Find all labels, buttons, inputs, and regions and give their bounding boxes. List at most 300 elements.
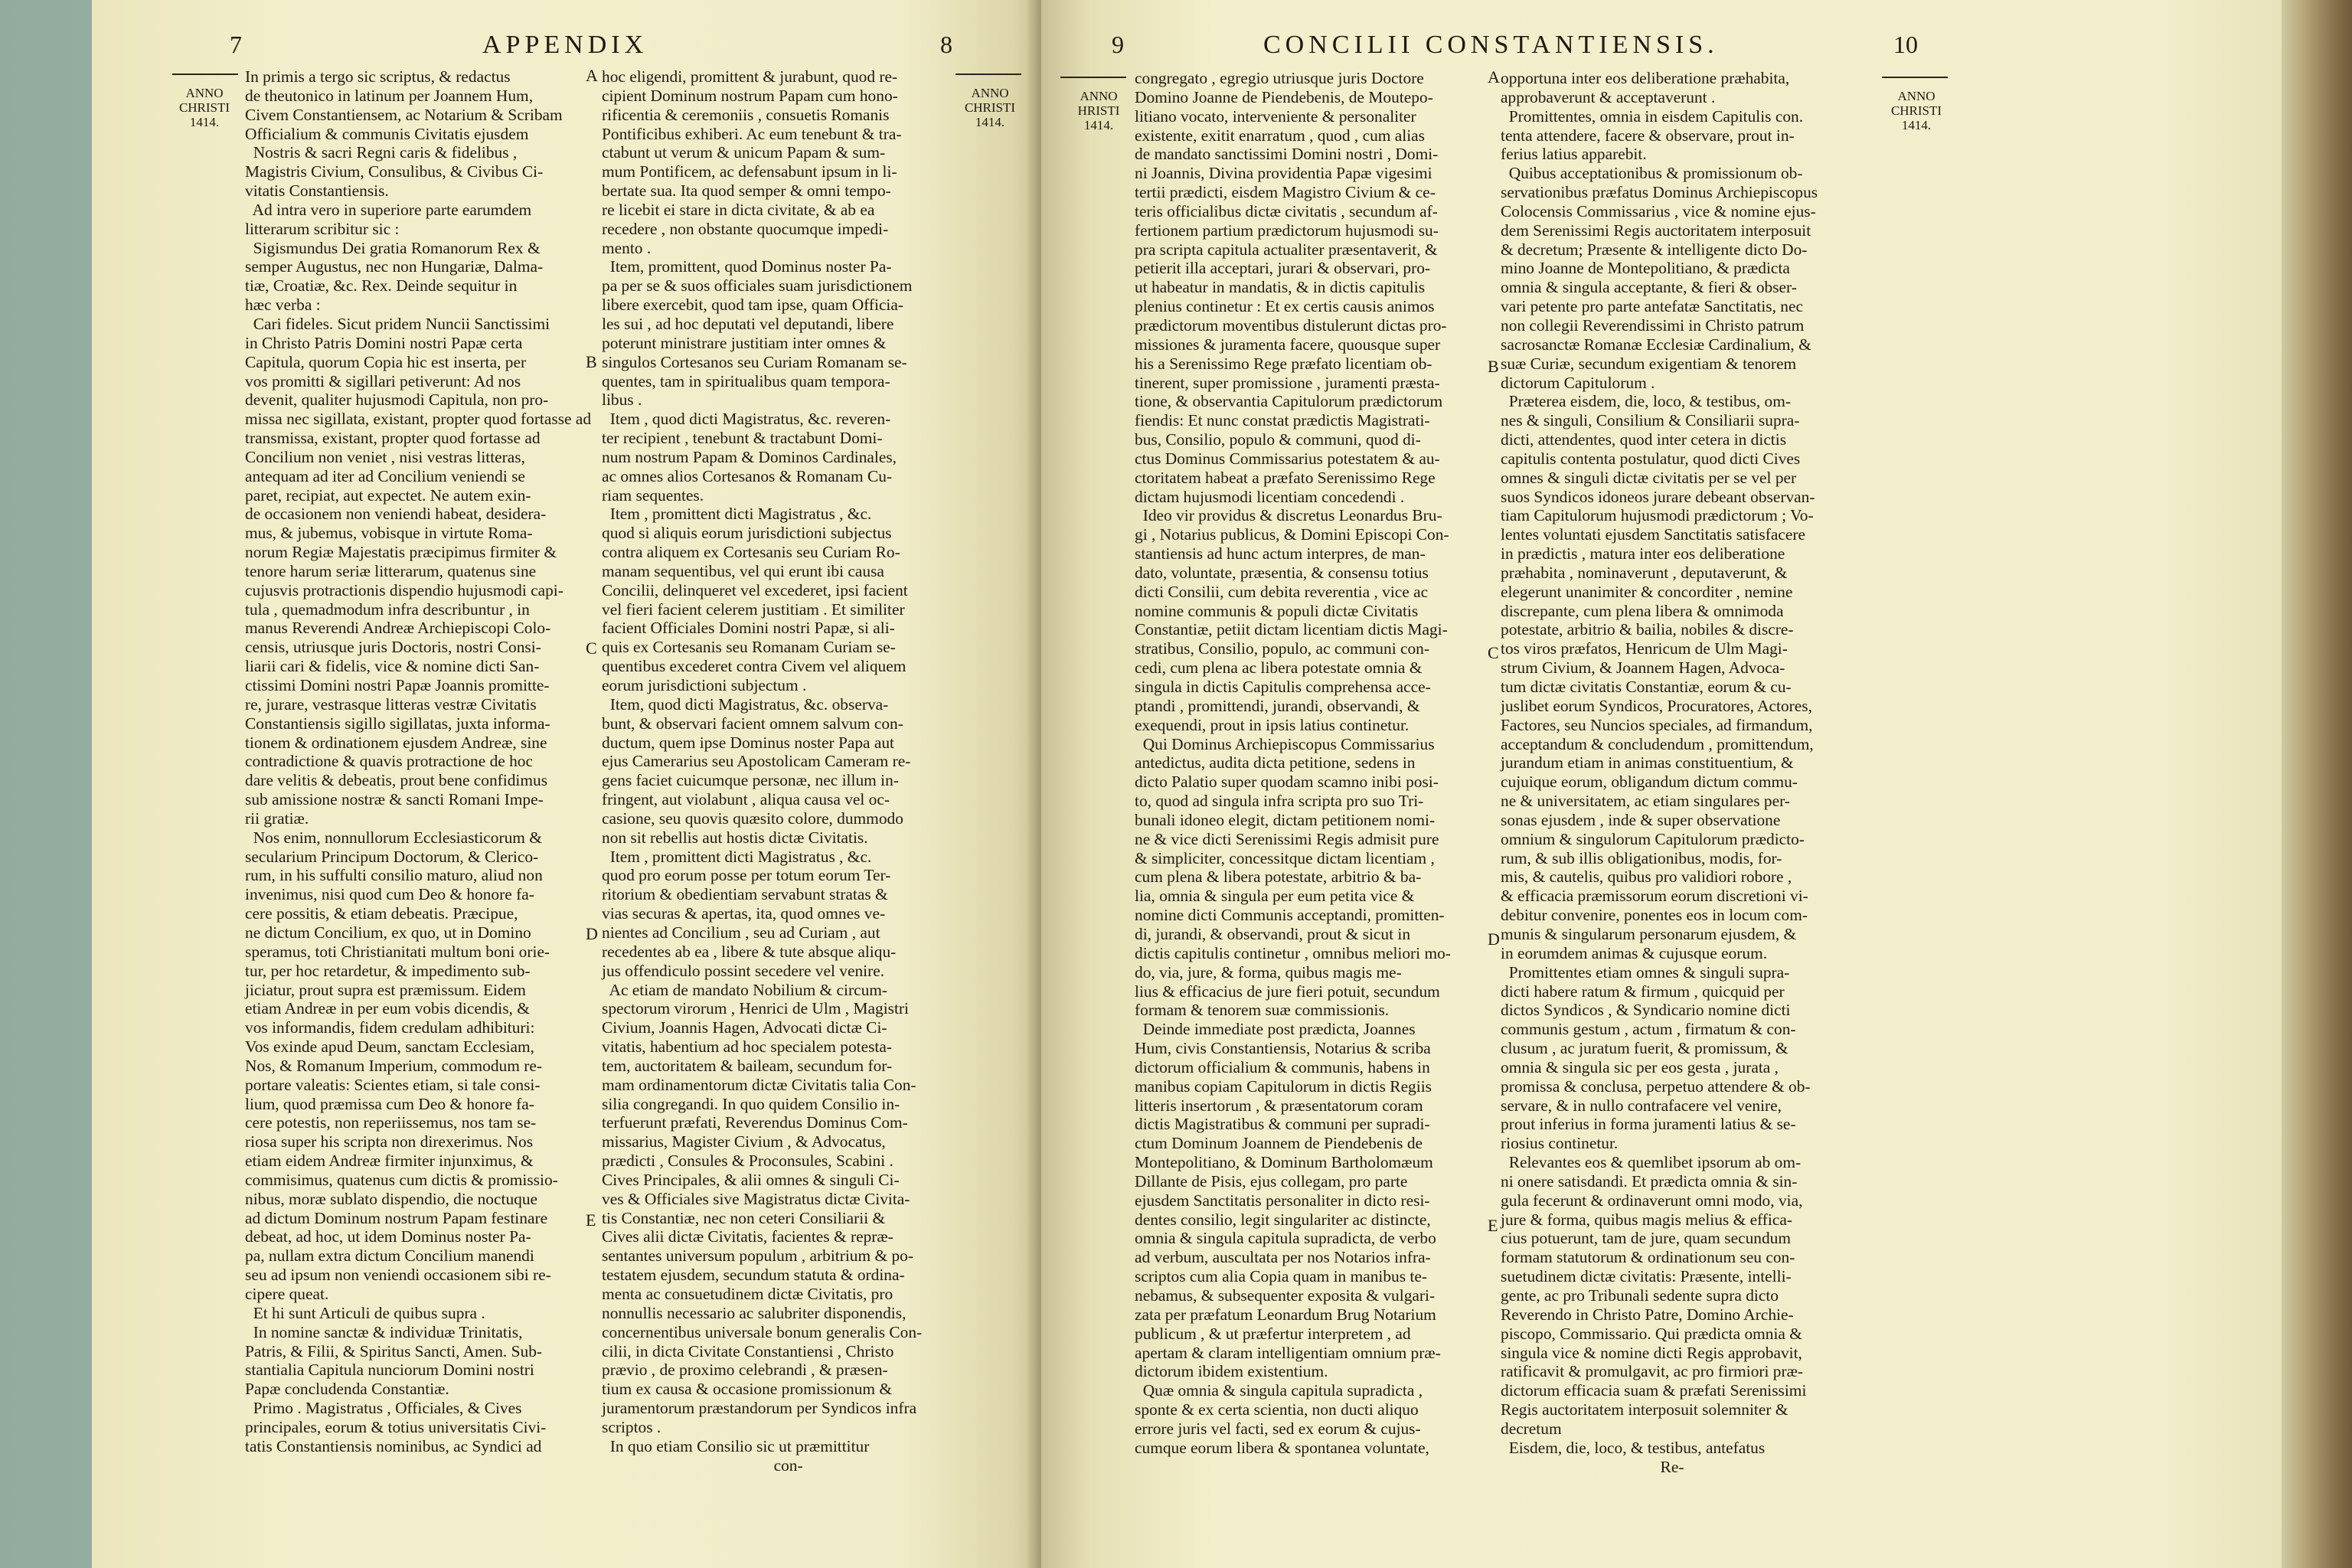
text-line: silia congregandi. In quo quidem Consilio in-	[602, 1094, 900, 1113]
text-line: dictam hujusmodi licentiam concedendi .	[1135, 487, 1405, 506]
text-line: lium, quod præmissa cum Deo & honore fa-	[245, 1094, 534, 1113]
text-line: lia, omnia & singula per eum petita vice &	[1135, 887, 1415, 906]
text-line: cujusvis protractionis dispendio hujusmodi capi-	[245, 580, 564, 599]
text-line: ne & vice dicti Serenissimi Regis admisit pure	[1135, 829, 1439, 848]
text-line: ves & Officiales sive Magistratus dictæ Civita-	[602, 1189, 910, 1208]
text-line: jiciatur, prout supra est præmissum. Eidem	[245, 980, 526, 999]
text-line: spectorum virorum , Henrici de Ulm , Magistri	[602, 999, 909, 1018]
text-line: bus, Consilio, populo & communi, quod di-	[1135, 430, 1421, 449]
text-line: zata per præfatum Leonardum Brug Notarium	[1135, 1305, 1436, 1324]
text-line: cius potuerunt, tam de jure, quam secundum	[1501, 1229, 1791, 1248]
text-line: censis, utriusque juris Doctoris, nostri Consi-	[245, 638, 541, 657]
text-line: gi , Notarius publicus, & Domini Episcopi Con-	[1135, 525, 1449, 544]
text-line: nientes ad Concilium , seu ad Curiam , aut	[602, 923, 880, 942]
text-line: omnia & singula acceptante, & fieri & obser-	[1501, 278, 1797, 297]
text-line: quod pro eorum posse per totum eorum Ter-	[602, 866, 891, 885]
text-line: tatis Constantiensis nominibus, ac Syndici ad	[245, 1436, 542, 1455]
text-line: quentes, tam in spiritualibus quam tempora-	[602, 371, 890, 390]
text-line: decretum	[1501, 1419, 1562, 1438]
text-line: Et hi sunt Articuli de quibus supra .	[245, 1303, 485, 1322]
text-line: Relevantes eos & quemlibet ipsorum ab om-	[1501, 1153, 1802, 1172]
text-line: contradictione & quavis protractione de hoc	[245, 752, 533, 771]
text-line: de occasionem non veniendi habeat, desidera-	[245, 505, 547, 524]
text-line: tertii prædicti, eisdem Magistro Civium & ce-	[1135, 183, 1436, 202]
text-line: ne dictum Concilium, ex quo, ut in Domino	[245, 923, 531, 942]
text-line: jus offendiculo possint secedere vel venire.	[602, 961, 885, 980]
text-line: Item , promittent dicti Magistratus , &c.	[602, 847, 872, 866]
text-line: bunt, & observari facient omnem salvum con-	[602, 714, 903, 733]
text-line: nonnullis necessario ac salubriter disponendis,	[602, 1303, 906, 1322]
text-line: do, via, jure, & forma, quibus magis me-	[1135, 962, 1402, 982]
text-line: manam sequentibus, vel qui erunt ibi causa	[602, 561, 884, 580]
running-head-appendix: APPENDIX	[482, 31, 648, 59]
text-line: nomine communis & populi dictæ Civitatis	[1135, 601, 1419, 620]
text-line: ejus Camerarius seu Apostolicam Cameram re-	[602, 752, 911, 771]
text-line: tiam Capitulorum hujusmodi prædictorum ; Vo-	[1501, 506, 1814, 525]
running-head-concilii: CONCILII CONSTANTIENSIS.	[1263, 31, 1719, 59]
text-line: rificentia & ceremoniis , consuetis Romanis	[602, 105, 890, 124]
text-line: missiones & juramenta facere, quousque super	[1135, 335, 1441, 354]
text-line: rum, & sub illis obligationibus, modis, for-	[1501, 848, 1782, 867]
text-line: Regis auctoritatem interposuit solemniter &	[1501, 1400, 1788, 1419]
text-line: congregato , egregio utriusque juris Doctore	[1135, 69, 1424, 87]
text-line: Sigismundus Dei gratia Romanorum Rex &	[245, 238, 541, 257]
text-line: tos viros præfatos, Henricum de Ulm Magi-	[1501, 639, 1788, 658]
text-line: Cari fideles. Sicut pridem Nuncii Sanctissimi	[245, 314, 550, 333]
text-line: Qui Dominus Archiepiscopus Commissarius	[1135, 734, 1435, 753]
text-line: tula , quemadmodum infra describuntur , in	[245, 599, 530, 619]
text-line: quod si aliquis eorum jurisdictioni subjectus	[602, 524, 892, 543]
text-line: tione, & observantia Capitulorum prædictorum	[1135, 392, 1443, 411]
text-line: acceptandum & concludendum , promittendum,	[1501, 734, 1814, 753]
text-line: fiendis: Et nunc constat prædictis Magistrati-	[1135, 411, 1430, 430]
text-line: missarius, Magister Civium , & Advocatus,	[602, 1132, 886, 1152]
text-line: facient Officiales Domini nostri Papæ, si ali-	[602, 619, 895, 638]
text-line: gula fecerunt & ordinaverunt omni modo, via,	[1501, 1191, 1803, 1210]
text-line: dictos Syndicos , & Syndicario nomine dicti	[1501, 1001, 1791, 1020]
text-line: Quæ omnia & singula capitula supradicta ,	[1135, 1381, 1423, 1400]
text-line: Montepolitiano, & Dominum Bartholomæum	[1135, 1153, 1433, 1172]
page-number-7: 7	[230, 31, 242, 58]
text-line: prævio , de proximo celebrandi , & præsen-	[602, 1361, 888, 1380]
right-page-column-1	[1135, 69, 1484, 1458]
text-line: semper Augustus, nec non Hungariæ, Dalma-	[245, 257, 544, 276]
text-line: ter recipient , tenebunt & tractabunt Domi-	[602, 429, 883, 448]
text-line: tis Constantiæ, nec non ceteri Consiliarii &	[602, 1208, 886, 1227]
text-line: opportuna inter eos deliberatione præhabita,	[1501, 69, 1790, 87]
text-line: devenit, qualiter hujusmodi Capitula, non pro-	[245, 390, 549, 410]
text-line: ad dictum Dominum nostrum Papam festinare	[245, 1208, 548, 1227]
text-line: invenimus, nisi quod cum Deo & honore fa-	[245, 885, 534, 904]
text-line: potestate, arbitrio & bailia, nobiles & discre-	[1501, 620, 1794, 639]
text-line: Nostris & sacri Regni caris & fidelibus ,	[245, 143, 518, 162]
text-line: dare velitis & debeatis, prout bene confidimus	[245, 771, 548, 790]
margin-rule-left	[1060, 77, 1126, 78]
text-line: ductum, quem ipse Dominus noster Papa aut	[602, 733, 895, 752]
text-line: tium ex causa & occasione promissionum &	[602, 1380, 893, 1399]
text-line: debeat, ad hoc, ut idem Dominus noster Pa-	[245, 1227, 531, 1246]
text-line: singulos Cortesanos seu Curiam Romanam se-	[602, 352, 907, 371]
text-line: norum Regiæ Majestatis præcipimus firmiter &	[245, 543, 557, 562]
text-line: Nos, & Romanum Imperium, commodum re-	[245, 1056, 542, 1075]
text-line: recedere , non obstante quocumque impedi-	[602, 219, 889, 238]
text-line: prædicti , Consules & Proconsules, Scabini .	[602, 1152, 893, 1171]
text-line: les sui , ad hoc deputati vel deputandi, libere	[602, 314, 894, 333]
page-number-9: 9	[1112, 31, 1124, 58]
text-line: transmissa, existant, propter quod fortasse ad	[245, 429, 541, 448]
section-letter-b: B	[1488, 357, 1499, 376]
left-page	[92, 0, 1041, 1568]
text-line: & decretum; Præsente & intelligente dicto Do-	[1501, 240, 1808, 259]
section-letter-d: D	[1488, 929, 1500, 949]
text-line: ctoritatem habeat a præfato Serenissimo Rege	[1135, 468, 1436, 487]
text-line: Constantiæ, petiit dictam licentiam dictis Magi-	[1135, 620, 1448, 639]
text-line: exequendi, prout in ipsis latius continetur.	[1135, 715, 1410, 734]
text-line: servationibus præfatus Dominus Archiepiscopus	[1501, 183, 1818, 202]
text-line: quentibus excederet contra Civem vel aliquem	[602, 657, 906, 676]
text-line: ferius latius apparebit.	[1501, 145, 1647, 164]
text-line: sentantes universum populum , arbitrium & po-	[602, 1246, 913, 1266]
text-line: Dillante de Pisis, ejus collegam, pro parte	[1135, 1171, 1408, 1191]
text-line: dato, voluntate, præsentia, & consensu totius	[1135, 563, 1429, 582]
text-line: jurandum etiam in animas constituentium, &	[1501, 753, 1794, 773]
text-line: libus .	[602, 390, 642, 410]
text-line: dictis capitulis continetur , omnibus meliori mo-	[1135, 943, 1451, 962]
text-line: juslibet eorum Syndicos, Procuratores, Actores,	[1501, 696, 1812, 715]
text-line: petierit illa acceptari, jurari & observari, pro-	[1135, 259, 1431, 278]
section-letter-c: C	[1488, 643, 1499, 662]
section-letter-e: E	[586, 1210, 596, 1230]
text-line: tinerent, super promissione , juramenti præsta-	[1135, 373, 1440, 392]
section-letter-c: C	[586, 639, 597, 658]
text-line: ctabunt ut verum & unicum Papam & sum-	[602, 143, 886, 162]
text-line: Re-	[1501, 1457, 1684, 1476]
text-line: concernentibus universale bonum generalis Con-	[602, 1322, 923, 1341]
text-line: omnium & singulorum Capitulorum prædicto-	[1501, 829, 1805, 848]
text-line: dem Serenissimi Regis auctoritatem interposuit	[1501, 220, 1811, 240]
text-line: ctissimi Domini nostri Papæ Joannis promitte-	[245, 676, 550, 694]
text-line: Ac etiam de mandato Nobilium & circum-	[602, 980, 888, 999]
text-line: Constantiensis sigillo sigillatas, juxta informa-	[245, 714, 550, 733]
text-line: cipient Dominum nostrum Papam cum hono-	[602, 86, 898, 105]
text-line: Civem Constantiensem, ac Notarium & Scribam	[245, 105, 563, 124]
text-line: hæc verba :	[245, 296, 321, 315]
text-line: bunali idoneo elegit, dictam petitionem nomi-	[1135, 810, 1436, 829]
text-line: debitur convenire, ponentes eos in locum com-	[1501, 906, 1808, 925]
text-line: formam statutorum & ordinationum seu con-	[1501, 1248, 1795, 1267]
text-line: cujuique eorum, obligandum dictum commu-	[1501, 773, 1798, 792]
text-line: tum dictæ civitatis Constantiæ, eorum & cu-	[1501, 678, 1792, 696]
text-line: hoc eligendi, promittent & jurabunt, quod re-	[602, 67, 898, 86]
text-line: pra scripta capitula actualiter præsentaverit, &	[1135, 240, 1438, 259]
section-letter-b: B	[586, 352, 597, 371]
text-line: gente, ac pro Tribunali sedente supra dicto	[1501, 1286, 1779, 1305]
text-line: Factores, seu Nuncios speciales, ad firmandum,	[1501, 715, 1813, 734]
text-line: tiæ, Croatiæ, &c. Rex. Deinde sequitur in	[245, 276, 518, 296]
right-page	[1041, 0, 2282, 1568]
text-line: prout inferius in forma juramenti latius & se-	[1501, 1115, 1796, 1134]
text-line: litterarum scribitur sic :	[245, 219, 400, 238]
section-letter-e: E	[1488, 1216, 1498, 1235]
text-line: Hum, civis Constantiensis, Notarius & scriba	[1135, 1039, 1431, 1058]
text-line: Cives Principales, & alii omnes & singuli Ci-	[602, 1170, 900, 1189]
text-line: vitatis Constantiensis.	[245, 181, 389, 201]
section-letter-a: A	[586, 66, 598, 85]
text-line: Eisdem, die, loco, & testibus, antefatus	[1501, 1438, 1766, 1457]
text-line: fringent, aut violabunt , aliqua causa vel oc-	[602, 790, 890, 809]
text-line: capitulis contenta postulatur, quod dicti Cives	[1501, 449, 1801, 468]
text-line: lius & efficacius de jure fieri potuit, secundum	[1135, 982, 1440, 1001]
text-line: formam & tenorem suæ commissionis.	[1135, 1001, 1390, 1020]
text-line: nomine dicti Communis acceptandi, promitten-	[1135, 906, 1445, 925]
page-number-10: 10	[1893, 31, 1918, 58]
text-line: re, jurare, vestrasque litteras vestræ Civitatis	[245, 694, 537, 714]
text-line: mis, & cautelis, quibus pro validiori robore ,	[1501, 867, 1792, 887]
text-line: discrepante, cum plena libera & omnimoda	[1501, 601, 1784, 620]
text-line: jure & forma, quibus magis melius & effica-	[1501, 1210, 1792, 1229]
text-line: speramus, toti Christianitati multum boni orie-	[245, 942, 550, 961]
text-line: nibus, moræ sublato dispendio, die noctuque	[245, 1189, 538, 1208]
text-line: terfuerunt præfati, Reverendus Dominus Com-	[602, 1113, 908, 1132]
text-line: litiano vocato, interveniente & personaliter	[1135, 106, 1416, 126]
text-line: munis & singularum personarum ejusdem, &	[1501, 924, 1797, 943]
text-line: Item, promittent, quod Dominus noster Pa-	[602, 257, 892, 276]
margin-rule-right	[1882, 77, 1948, 78]
text-line: Item , promittent dicti Magistratus , &c.	[602, 505, 872, 524]
text-line: ni onere satisdandi. Et prædicta omnia & sin-	[1501, 1171, 1798, 1191]
text-line: recedentes ab ea , libere & tute absque aliqu-	[602, 942, 897, 961]
text-line: cere possitis, & etiam debeatis. Præcipue,	[245, 904, 518, 923]
text-line: approbaverunt & acceptaverunt .	[1501, 87, 1716, 106]
text-line: con-	[602, 1455, 803, 1475]
text-line: Cives alii dictæ Civitatis, facientes & repræ-	[602, 1227, 893, 1246]
text-line: non collegii Reverendissimi in Christo patrum	[1501, 315, 1805, 335]
text-line: cedi, cum plena ac libera potestate omnia &	[1135, 658, 1423, 678]
text-line: cum plena & libera potestate, arbitrio & ba-	[1135, 867, 1422, 887]
text-line: Quibus acceptationibus & promissionum ob-	[1501, 164, 1803, 183]
text-line: manus Reverendi Andreæ Archiepiscopi Colo-	[245, 619, 551, 638]
text-line: dictorum efficacia suam & præfati Serenissimi	[1501, 1381, 1807, 1400]
left-page-column-2	[602, 67, 945, 1475]
text-line: non sit rebellis aut hostis dictæ Civitatis.	[602, 828, 868, 847]
text-line: ctum Dominum Joannem de Piendebenis de	[1135, 1134, 1423, 1153]
text-line: sonas ejusdem , inde & super observatione	[1501, 810, 1781, 829]
text-line: poterunt ministrare justitiam inter omnes &	[602, 333, 887, 352]
text-line: pa, nullam extra dictum Concilium manendi	[245, 1246, 534, 1266]
text-line: cumque eorum libera & spontanea voluntate,	[1135, 1438, 1429, 1457]
text-line: Deinde immediate post prædicta, Joannes	[1135, 1020, 1416, 1039]
left-page-column-1	[245, 67, 592, 1456]
text-line: dictorum officialium & communis, habens in	[1135, 1057, 1430, 1076]
text-line: stratibus, Consilio, populo, ac communi con-	[1135, 639, 1429, 658]
text-line: Domino Joanne de Piendebenis, de Moutepo-	[1135, 87, 1433, 106]
text-line: scriptos .	[602, 1417, 662, 1436]
anno-christi-left: ANNO HRISTI 1414.	[1077, 89, 1120, 132]
text-line: re licebit ei stare in dicta civitate, & ab ea	[602, 200, 875, 219]
text-line: principales, eorum & totius universitatis Civi-	[245, 1417, 547, 1436]
text-line: mino Joanne de Montepolitiano, & prædicta	[1501, 259, 1790, 278]
text-line: juramentorum præstandorum per Syndicos infra	[602, 1399, 917, 1418]
text-line: omnia & singula capitula supradicta, de verbo	[1135, 1229, 1436, 1248]
text-line: Præterea eisdem, die, loco, & testibus, om-	[1501, 392, 1792, 411]
text-line: mum Pontificem, ac defensabunt ipsum in li-	[602, 162, 897, 181]
text-line: in prædictis , matura inter eos deliberatione	[1501, 544, 1785, 564]
text-line: prædictorum moventibus distulerunt dictas pro-	[1135, 315, 1447, 335]
text-line: Promittentes etiam omnes & singuli supra-	[1501, 962, 1790, 982]
text-line: Nos enim, nonnullorum Ecclesiasticorum &	[245, 828, 542, 847]
text-line: Capitula, quorum Copia hic est inserta, per	[245, 352, 527, 371]
text-line: dicto Palatio super quodam scamno inibi posi-	[1135, 773, 1439, 792]
anno-christi-right: ANNO CHRISTI 1414.	[964, 86, 1016, 129]
text-line: Concilium non veniet , nisi vestras litteras,	[245, 447, 525, 466]
text-line: tem, auctoritatem & baileam, secundum for-	[602, 1056, 893, 1075]
text-line: vos informandis, fidem credulam adhibituri:	[245, 1018, 535, 1037]
text-line: lentes voluntati ejusdem Sanctitatis satisfacere	[1501, 525, 1805, 544]
text-line: ptandi , promittendi, jurandi, observandi, &	[1135, 696, 1420, 715]
text-line: quis ex Cortesanis seu Romanam Curiam se-	[602, 638, 896, 657]
text-line: his a Serenissimo Rege præfato licentiam ob-	[1135, 354, 1432, 373]
text-line: de theutonico in latinum per Joannem Hum,	[245, 86, 534, 105]
section-letter-d: D	[586, 924, 598, 943]
text-line: & efficacia præmissorum eorum discretioni vi-	[1501, 887, 1808, 906]
text-line: num nostrum Papam & Dominos Cardinales,	[602, 447, 897, 466]
text-line: Vos exinde apud Deum, sanctam Ecclesiam,	[245, 1037, 534, 1057]
text-line: stantialia Capitula nunciorum Domini nostri	[245, 1361, 534, 1380]
text-line: nes & singuli, Consilium & Consiliarii supra-	[1501, 411, 1800, 430]
text-line: servare, & in nullo contrafacere vel venire,	[1501, 1096, 1782, 1115]
text-line: dictis Magistratibus & communi per supradi-	[1135, 1115, 1430, 1134]
text-line: sub amissione nostræ & sancti Romani Impe-	[245, 790, 544, 809]
text-line: singula vice & nomine dicti Regis approbavit,	[1501, 1343, 1802, 1362]
text-line: ne & universitatem, ac etiam singulares per-	[1501, 792, 1790, 811]
text-line: riosius continetur.	[1501, 1134, 1619, 1153]
text-line: dicti habere ratum & firmum , quicquid per	[1501, 982, 1785, 1001]
text-line: dicti, attendentes, quod inter cetera in dictis	[1501, 430, 1787, 449]
text-line: vitatis, habentium ad hoc specialem potesta-	[602, 1037, 892, 1057]
text-line: Item , quod dicti Magistratus, &c. reveren-	[602, 410, 891, 429]
text-line: cipere queat.	[245, 1285, 329, 1303]
text-line: Primo . Magistratus , Officiales, & Cives	[245, 1399, 522, 1418]
book-binding-edge	[2282, 0, 2352, 1568]
text-line: riam sequentes.	[602, 485, 704, 505]
text-line: ratificavit & promulgavit, ac pro firmiori præ-	[1501, 1362, 1804, 1381]
text-line: Colocensis Commissarius , vice & nomine ejus-	[1501, 201, 1816, 220]
text-line: liarii cari & fidelis, vice & nomine dicti San-	[245, 657, 540, 676]
text-line: omnia & singula sic per eos gesta , jurata ,	[1501, 1057, 1779, 1076]
text-line: libere exercebit, quod tam ipse, quam Officia-	[602, 296, 903, 315]
text-line: missa nec sigillata, existant, propter quod fortasse ad	[245, 410, 592, 429]
text-line: in eorumdem animas & cujusque eorum.	[1501, 943, 1768, 962]
text-line: ni Joannis, Divina providentia Papæ vigesimi	[1135, 164, 1432, 183]
section-letter-a: A	[1488, 67, 1500, 87]
text-line: Pontificibus exhiberi. Ac eum tenebunt & tra-	[602, 124, 902, 143]
text-line: mento .	[602, 238, 652, 257]
margin-rule-right	[956, 74, 1021, 75]
text-line: mus, & jubemus, vobisque in virtute Roma-	[245, 524, 533, 543]
text-line: di, jurandi, & observandi, prout & sicut in	[1135, 924, 1411, 943]
text-line: Ad intra vero in superiore parte earumdem	[245, 200, 532, 219]
text-line: riosa super his scripta non direxerimus. Nos	[245, 1132, 534, 1152]
text-line: fertionem partium prædictorum hujusmodi su-	[1135, 220, 1439, 240]
text-line: vos promitti & sigillari petiverunt: Ad nos	[245, 371, 521, 390]
text-line: menta ac consuetudinem dictæ Civitatis, pro	[602, 1285, 893, 1303]
text-line: rii gratiæ.	[245, 808, 309, 828]
text-line: manibus copiam Capitulorum in dictis Regiis	[1135, 1076, 1432, 1096]
text-line: omnes & singuli dictæ civitatis per se vel per	[1501, 468, 1797, 487]
text-line: publicum , & ut præfertur interpretem , ad	[1135, 1324, 1411, 1343]
text-line: piscopo, Commissario. Qui prædicta omnia &	[1501, 1324, 1802, 1343]
text-line: In primis a tergo sic scriptus, & redactus	[245, 67, 511, 86]
text-line: tenore harum seriæ litterarum, quatenus sine	[245, 561, 537, 580]
text-line: rum, in his suffulti consilio maturo, aliud non	[245, 866, 543, 885]
text-line: paret, recipiat, aut expectet. Ne autem exin-	[245, 485, 531, 505]
text-line: Item, quod dicti Magistratus, &c. observa-	[602, 694, 889, 714]
text-line: antequam ad iter ad Concilium veniendi se	[245, 466, 525, 485]
text-line: elegerunt unanimiter & concorditer , nemine	[1501, 582, 1793, 601]
text-line: pa per se & suos officiales suam jurisdictionem	[602, 276, 913, 296]
text-line: vel fieri facient celerem justitiam . Et similiter	[602, 599, 905, 619]
text-line: ut habeatur in mandatis, & in dictis capitulis	[1135, 278, 1426, 297]
text-line: suetudinem dictæ civitatis: Præsente, intelli-	[1501, 1267, 1792, 1286]
text-line: nebamus, & subsequenter exposita & vulgari-	[1135, 1286, 1436, 1305]
text-line: scriptos cum alia Copia quam in manibus te-	[1135, 1267, 1427, 1286]
page-number-8: 8	[940, 31, 952, 58]
text-line: ad verbum, auscultata per nos Notarios infra-	[1135, 1248, 1431, 1267]
text-line: In nomine sanctæ & individuæ Trinitatis,	[245, 1322, 523, 1341]
text-line: tur, per hoc retardetur, & impedimento sub-	[245, 961, 531, 980]
text-line: dictorum ibidem existentium.	[1135, 1362, 1328, 1381]
text-line: singula in dictis Capitulis comprehensa acce-	[1135, 678, 1431, 696]
text-line: præhabita , nominaverunt , deputaverunt, &	[1501, 563, 1788, 582]
text-line: tenta attendere, facere & observare, prout in-	[1501, 126, 1795, 145]
text-line: dictorum Capitulorum .	[1501, 373, 1655, 392]
text-line: gens faciet cuicumque personæ, nec illum in-	[602, 771, 899, 790]
text-line: ejusdem Sanctitatis personaliter in dicto resi-	[1135, 1191, 1430, 1210]
text-line: Magistris Civium, Consulibus, & Civibus Ci-	[245, 162, 544, 181]
text-line: antedictus, audita dicta petitione, sedens in	[1135, 753, 1416, 773]
text-line: casione, seu quovis quæsito colore, dummodo	[602, 808, 903, 828]
text-line: suæ Curiæ, secundum exigentiam & tenorem	[1501, 354, 1797, 373]
text-line: portare valeatis: Scientes etiam, si tale consi-	[245, 1075, 541, 1094]
text-line: ritorium & obedientiam servabunt stratas &	[602, 885, 888, 904]
text-line: secularium Principum Doctorum, & Clerico-	[245, 847, 539, 866]
text-line: plenius continetur : Et ex certis causis animos	[1135, 297, 1435, 316]
text-line: apertam & claram intelligentiam omnium præ-	[1135, 1343, 1441, 1362]
text-line: Patris, & Filii, & Spiritus Sancti, Amen. Sub-	[245, 1341, 543, 1361]
text-line: ctus Dominus Commissarius potestatem & au-	[1135, 449, 1440, 468]
text-line: sponte & ex certa scientia, non ducti aliquo	[1135, 1400, 1419, 1419]
right-page-column-2	[1501, 69, 1877, 1476]
text-line: suos Syndicos idoneos jurare debeant observan-	[1501, 487, 1815, 506]
text-line: Ideo vir providus & discretus Leonardus Bru-	[1135, 506, 1442, 525]
text-line: etiam Andreæ in per eum vobis dicendis, &	[245, 999, 530, 1018]
text-line: Promittentes, omnia in eisdem Capitulis con.	[1501, 106, 1804, 126]
text-line: testatem ejusdem, secundum statuta & ordina-	[602, 1266, 905, 1285]
text-line: mam ordinamentorum dictæ Civitatis talia Con-	[602, 1075, 916, 1094]
text-line: Concilii, delinqueret vel excederet, ipsi facient	[602, 580, 908, 599]
text-line: communis gestum , actum , firmatum & con-	[1501, 1020, 1796, 1039]
text-line: tionem & ordinationem ejusdem Andreæ, sine	[245, 733, 547, 752]
text-line: cere potestis, non reperiissemus, nos tam se-	[245, 1113, 537, 1132]
text-line: sacrosanctæ Romanæ Ecclesiæ Cardinalium, &	[1501, 335, 1811, 354]
text-line: seu ad ipsum non veniendi occasionem sibi re-	[245, 1266, 551, 1285]
text-line: etiam eidem Andreæ firmiter injunximus, &	[245, 1152, 534, 1171]
text-line: Civium, Joannis Hagen, Advocati dictæ Ci-	[602, 1018, 887, 1037]
text-line: de mandato sanctissimi Domini nostri , Domi-	[1135, 145, 1439, 164]
text-line: Reverendo in Christo Patre, Domino Archie-	[1501, 1305, 1794, 1324]
text-line: to, quod ad singula infra scripta pro suo Tri-	[1135, 792, 1424, 811]
text-line: ac omnes alios Cortesanos & Romanam Cu-	[602, 466, 893, 485]
